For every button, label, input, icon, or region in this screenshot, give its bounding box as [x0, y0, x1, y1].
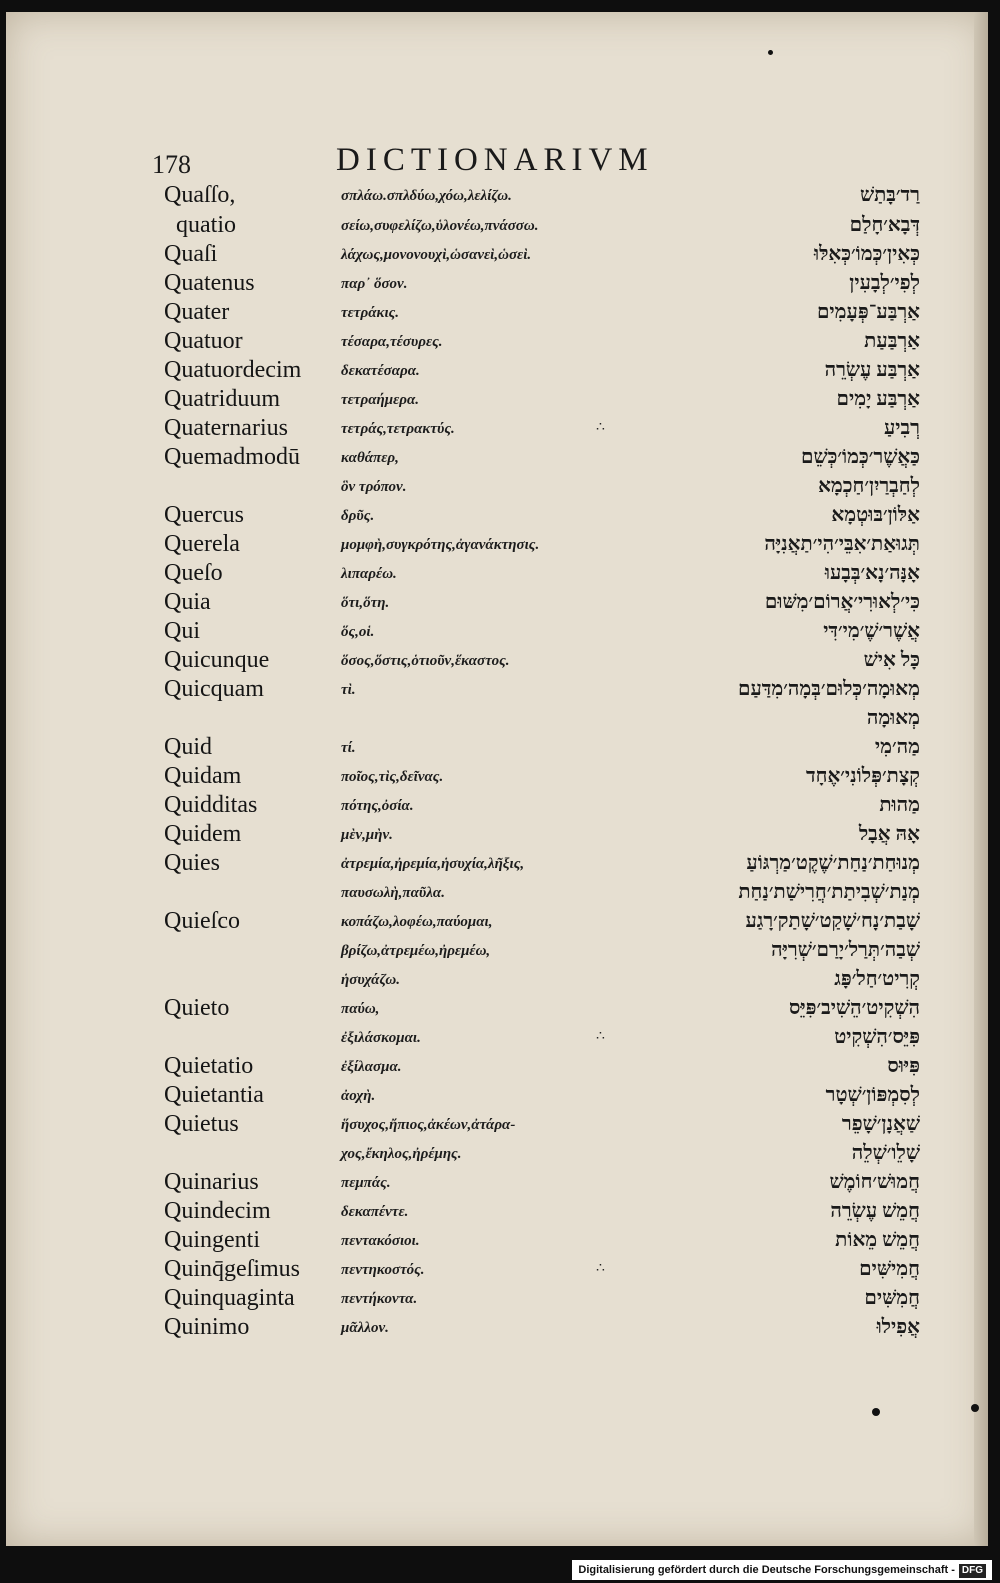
table-row — [6, 995, 988, 1024]
greek-gloss: ἀτρεμία,ἠρεμία,ἡσυχία,λῆξις, — [341, 856, 525, 872]
ink-dot — [971, 1404, 979, 1412]
hebrew-gloss: אַרְבַּע עֶשְׂרֵה — [824, 359, 920, 381]
greek-gloss: δεκατέσαρα. — [341, 363, 420, 379]
greek-gloss: ὅσος,ὅστις,ὁτιοῦν,ἕκαστος. — [341, 653, 510, 669]
table-row — [6, 879, 988, 908]
latin-headword: Quemadmodū — [164, 444, 300, 470]
hebrew-gloss: קְרִיט׳חַל׳פָּג — [834, 968, 920, 990]
hebrew-gloss: אֲשֶׁר׳שֶׁ׳מִי׳דִּי — [823, 620, 920, 642]
latin-headword: Quidam — [164, 763, 242, 789]
table-row — [6, 299, 988, 328]
latin-headword: Quinq̄geſimus — [164, 1256, 300, 1282]
greek-gloss: ἀοχὴ. — [341, 1088, 376, 1104]
hebrew-gloss: מְאוּמָה — [866, 707, 920, 729]
table-row — [6, 937, 988, 966]
table-row — [6, 241, 988, 270]
latin-headword: Quingenti — [164, 1227, 260, 1253]
greek-gloss: πότης,ὀσία. — [341, 798, 414, 814]
margin-mark-icon: ∴ — [596, 1261, 605, 1276]
latin-headword: Quater — [164, 299, 230, 325]
margin-mark-icon: ∴ — [596, 420, 605, 435]
greek-gloss: τί. — [341, 740, 356, 756]
latin-headword: Quinquaginta — [164, 1285, 295, 1311]
latin-headword: Quindecim — [164, 1198, 271, 1224]
latin-headword: Quinimo — [164, 1314, 250, 1340]
table-row — [6, 850, 988, 879]
table-row — [6, 473, 988, 502]
hebrew-gloss: מְנוּחַת׳נַחַת׳שֶׁקֶט׳מַרְגּוֹעַ — [746, 852, 920, 874]
hebrew-gloss: מַהוּת — [879, 794, 920, 816]
greek-gloss: τετραήμερα. — [341, 392, 419, 408]
hebrew-gloss: לְפִי׳לְבָעִין — [849, 272, 920, 294]
greek-gloss: ἐξίλασμα. — [341, 1059, 402, 1075]
greek-gloss: ἡσυχάζω. — [341, 972, 400, 988]
greek-gloss: καθάπερ, — [341, 450, 399, 466]
table-row — [6, 734, 988, 763]
table-row — [6, 560, 988, 589]
table-row — [6, 792, 988, 821]
greek-gloss: δεκαπέντε. — [341, 1204, 409, 1220]
table-row — [6, 1198, 988, 1227]
table-row — [6, 328, 988, 357]
book-page — [6, 12, 988, 1546]
greek-gloss: ὅς,οἱ. — [341, 624, 375, 640]
greek-gloss: πεντηκοστός. — [341, 1262, 425, 1278]
hebrew-gloss: מַה׳מִי — [874, 736, 920, 758]
hebrew-gloss: כַּאֲשֶׁר׳כְּמוֹ׳כְּשֵׁם — [800, 446, 920, 468]
greek-gloss: τετράκις. — [341, 305, 400, 321]
table-row — [6, 357, 988, 386]
greek-gloss: κοπάζω,λοφέω,παύομαι, — [341, 914, 493, 930]
dfg-logo: DFG — [959, 1564, 986, 1578]
table-row — [6, 1169, 988, 1198]
table-row — [6, 966, 988, 995]
latin-headword: Quaſſo, — [164, 182, 236, 208]
latin-headword: Quid — [164, 734, 212, 760]
greek-gloss: τὶ. — [341, 682, 356, 698]
table-row — [6, 821, 988, 850]
latin-headword: Quaſi — [164, 241, 218, 267]
page-title: DICTIONARIVM — [336, 142, 654, 178]
ink-dot — [872, 1408, 880, 1416]
hebrew-gloss: חֲמֵשׁ עֶשְׂרֵה — [830, 1200, 920, 1222]
greek-gloss: ὅτι,ὅτη. — [341, 595, 390, 611]
table-row — [6, 647, 988, 676]
margin-mark-icon: ∴ — [596, 1029, 605, 1044]
greek-gloss: ὃν τρόπον. — [341, 479, 407, 495]
table-row — [6, 415, 988, 444]
hebrew-gloss: שָׁלֵו׳שְׁלֵה — [851, 1142, 920, 1164]
greek-gloss: παρ᾽ ὅσον. — [341, 276, 408, 292]
table-row — [6, 1082, 988, 1111]
latin-headword: Qui — [164, 618, 200, 644]
hebrew-gloss: כְּאִין׳כְּמוֹ׳כְּאִלּוּ — [813, 243, 920, 265]
greek-gloss: τετράς,τετρακτύς. — [341, 421, 455, 437]
table-row — [6, 444, 988, 473]
hebrew-gloss: פִּיֵּס׳הִשְׁקִיט — [834, 1026, 920, 1048]
latin-headword: Quietatio — [164, 1053, 254, 1079]
table-row — [6, 531, 988, 560]
greek-gloss: λιπαρέω. — [341, 566, 397, 582]
greek-gloss: πεντακόσιοι. — [341, 1233, 420, 1249]
latin-headword: Quatuordecim — [164, 357, 302, 383]
table-row — [6, 386, 988, 415]
hebrew-gloss: חֲמִישִּׁים — [859, 1258, 920, 1280]
hebrew-gloss: פִּיּוּס — [887, 1055, 920, 1077]
hebrew-gloss: מְאוּמָה׳כְּלוּם׳בְּמָה׳מִדַּעַם — [737, 678, 920, 700]
latin-headword: Quies — [164, 850, 220, 876]
latin-headword: Quicquam — [164, 676, 264, 702]
latin-headword: Quercus — [164, 502, 244, 528]
greek-gloss: ἐξιλάσκομαι. — [341, 1030, 421, 1046]
greek-gloss: ποῖος,τὶς,δεῖνας. — [341, 769, 444, 785]
table-row — [6, 705, 988, 734]
greek-gloss: χος,ἔκηλος,ἠρέμης. — [341, 1146, 462, 1162]
greek-gloss: μομφὴ,συγκρότης,ἀγανάκτησις. — [341, 537, 540, 553]
latin-headword: Quieſco — [164, 908, 240, 934]
hebrew-gloss: מְנַת׳שְׁבִיתַת׳חֲרִישַׁת׳נַחַת — [738, 881, 920, 903]
latin-headword: Quatriduum — [164, 386, 280, 412]
latin-headword: Quatenus — [164, 270, 255, 296]
hebrew-gloss: כָּל אִישׁ — [863, 649, 920, 671]
latin-headword: Querela — [164, 531, 240, 557]
greek-gloss: μὲν,μὴν. — [341, 827, 393, 843]
hebrew-gloss: אַלּוֹן׳בּוּטְמָא — [831, 504, 920, 526]
hebrew-gloss: קְצָת׳פְּלוֹנִי׳אֶחָד — [805, 765, 920, 787]
greek-gloss: μᾶλλον. — [341, 1320, 389, 1336]
table-row — [6, 763, 988, 792]
hebrew-gloss: אָהּ אֲבָל — [858, 823, 920, 845]
latin-headword: Quicunque — [164, 647, 270, 673]
hebrew-gloss: הִשְׁקִיט׳הֵשִׁיב׳פִּיֵּס — [789, 997, 920, 1019]
latin-headword: Quietus — [164, 1111, 239, 1137]
latin-headword: Quatuor — [164, 328, 243, 354]
table-row — [6, 270, 988, 299]
greek-gloss: δρῦς. — [341, 508, 375, 524]
table-row — [6, 502, 988, 531]
hebrew-gloss: לְסִמְפּוֹן׳שְׁטָר — [825, 1084, 920, 1106]
table-row — [6, 1140, 988, 1169]
hebrew-gloss: חֲמוּשׁ׳חוֹמֶשׁ — [829, 1171, 920, 1193]
table-row — [6, 1314, 988, 1343]
hebrew-gloss: אַרְבַּעַת — [864, 330, 920, 352]
latin-headword: Quinarius — [164, 1169, 259, 1195]
table-row — [6, 1227, 988, 1256]
hebrew-gloss: כִּי׳לְאוּרִי׳אֲרוֹם׳מִשּׁוּם — [764, 591, 920, 613]
greek-gloss: ἥσυχος,ἤπιος,ἀκέων,ἀτάρα- — [341, 1117, 516, 1133]
footer-credit — [572, 1560, 992, 1580]
table-row — [6, 1053, 988, 1082]
latin-headword: Quietantia — [164, 1082, 264, 1108]
latin-headword: Quidditas — [164, 792, 258, 818]
greek-gloss: πεντήκοντα. — [341, 1291, 418, 1307]
latin-headword: Quia — [164, 589, 211, 615]
latin-headword: Queſo — [164, 560, 223, 586]
latin-headword: Quaternarius — [164, 415, 288, 441]
table-row — [6, 908, 988, 937]
footer-text: Digitalisierung gefördert durch die Deutsche Forschungsgemeinschaft - — [578, 1564, 955, 1576]
table-row — [6, 182, 988, 211]
table-row — [6, 1111, 988, 1140]
table-row — [6, 589, 988, 618]
page-number: 178 — [152, 150, 191, 179]
latin-headword: quatio — [176, 212, 236, 238]
hebrew-gloss: אָנָּה׳נָא׳בְּבָעוּ — [824, 562, 920, 584]
table-row — [6, 1285, 988, 1314]
table-row — [6, 212, 988, 241]
greek-gloss: παύω, — [341, 1001, 380, 1017]
hebrew-gloss: דְּבָא׳חָלַם — [849, 214, 920, 236]
greek-gloss: σείω,συφελίζω,ὑλονέω,πνάσσω. — [341, 218, 539, 234]
hebrew-gloss: אַרְבַּע־פְּעָמִים — [816, 301, 920, 323]
hebrew-gloss: שָׁבַת׳נָח׳שָׁקַט׳שָׁתַק׳רָגַע — [745, 910, 920, 932]
hebrew-gloss: שְׁבַה׳תְּרַל׳יָרַם׳שְׁרִיָּה — [771, 939, 920, 961]
greek-gloss: βρίζω,ἀτρεμέω,ἠρεμέω, — [341, 943, 491, 959]
hebrew-gloss: חֲמֵשׁ מֵאוֹת — [835, 1229, 920, 1251]
greek-gloss: σπλάω.σπλδύω,χόω,λελίζω. — [341, 188, 512, 204]
table-row — [6, 1024, 988, 1053]
hebrew-gloss: חֲמִשִּׁים — [864, 1287, 920, 1309]
greek-gloss: λάχως,μονονουχὶ,ὡσανεὶ,ὡσεὶ. — [341, 247, 532, 263]
hebrew-gloss: אַרְבַּע יָמִים — [836, 388, 920, 410]
hebrew-gloss: לְחַבְרַיִן׳חַכְמָא — [818, 475, 920, 497]
hebrew-gloss: רַד׳בָּתַשׁ — [859, 184, 920, 206]
hebrew-gloss: תְּגוּאַת׳אִבֵּי׳הִי׳תַאֲנִיָּה — [764, 533, 920, 555]
latin-headword: Quidem — [164, 821, 242, 847]
ink-dot — [768, 50, 773, 55]
table-row — [6, 676, 988, 705]
hebrew-gloss: רְבִיעַ — [883, 417, 920, 439]
table-row — [6, 618, 988, 647]
latin-headword: Quieto — [164, 995, 230, 1021]
hebrew-gloss: שַׁאֲנָן׳שָׁפֵר — [841, 1113, 920, 1135]
greek-gloss: παυσωλὴ,παῦλα. — [341, 885, 445, 901]
greek-gloss: πεμπάς. — [341, 1175, 391, 1191]
table-row — [6, 1256, 988, 1285]
greek-gloss: τέσαρα,τέσυρες. — [341, 334, 443, 350]
hebrew-gloss: אֲפִילוּ — [876, 1316, 920, 1338]
